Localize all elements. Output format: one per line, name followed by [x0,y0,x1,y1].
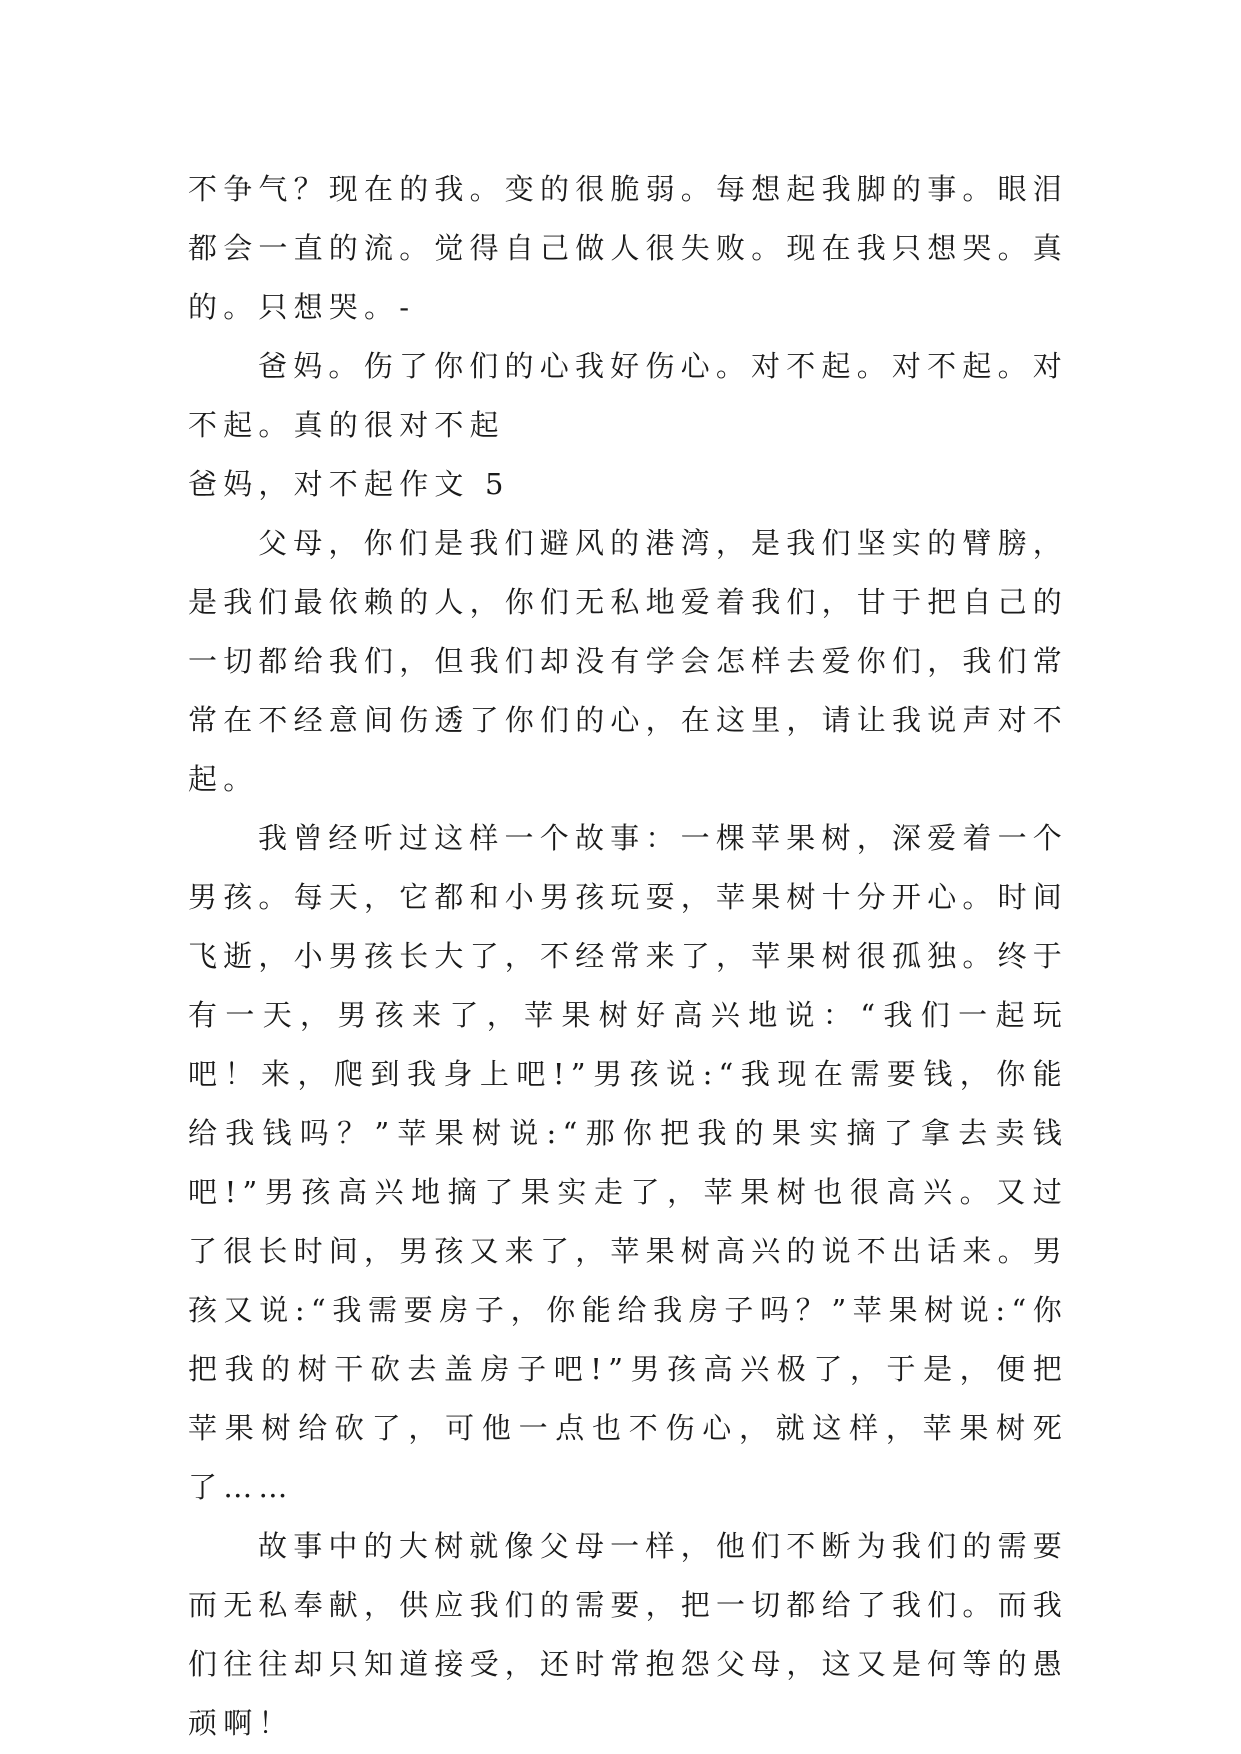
section-heading: 爸妈，对不起作文 5 [188,467,510,501]
paragraph-1: 不争气？现在的我。变的很脆弱。每想起我脚的事。眼泪都会一直的流。觉得自己做人很失败。现在我只想哭。真的。只想哭。- [188,172,1069,324]
document-body [188,160,1068,1753]
paragraph-2: 爸妈。伤了你们的心我好伤心。对不起。对不起。对不起。真的很对不起 [188,349,1068,442]
paragraph-5: 故事中的大树就像父母一样，他们不断为我们的需要而无私奉献，供应我们的需要，把一切都给了我们。而我们往往却只知道接受，还时常抱怨父母，这又是何等的愚顽啊！ [188,1529,1069,1740]
paragraph-3: 父母，你们是我们避风的港湾，是我们坚实的臂膀，是我们最依赖的人，你们无私地爱着我们，甘于把自己的一切都给我们，但我们却没有学会怎样去爱你们，我们常常在不经意间伤透了你们的心，在这里，请让我说声对不起。 [188,526,1069,796]
paragraph-4: 我曾经听过这样一个故事：一棵苹果树，深爱着一个男孩。每天，它都和小男孩玩耍，苹果树十分开心。时间飞逝，小男孩长大了，不经常来了，苹果树很孤独。终于有一天，男孩来了，苹果树好高兴地说：“我们一起玩吧！来，爬到我身上吧!”男孩说:“我现在需要钱，你能给我钱吗？”苹果树说:“那你把我的果实摘了拿去卖钱吧!”男孩高兴地摘了果实走了，苹果树也很高兴。又过了很长时间，男孩又来了，苹果树高兴的说不出话来。男孩又说:“我需要房子，你能给我房子吗？”苹果树说:“你把我的树干砍去盖房子吧!”男孩高兴极了，于是，便把苹果树给砍了，可他一点也不伤心，就这样，苹果树死了…… [188,821,1069,1504]
